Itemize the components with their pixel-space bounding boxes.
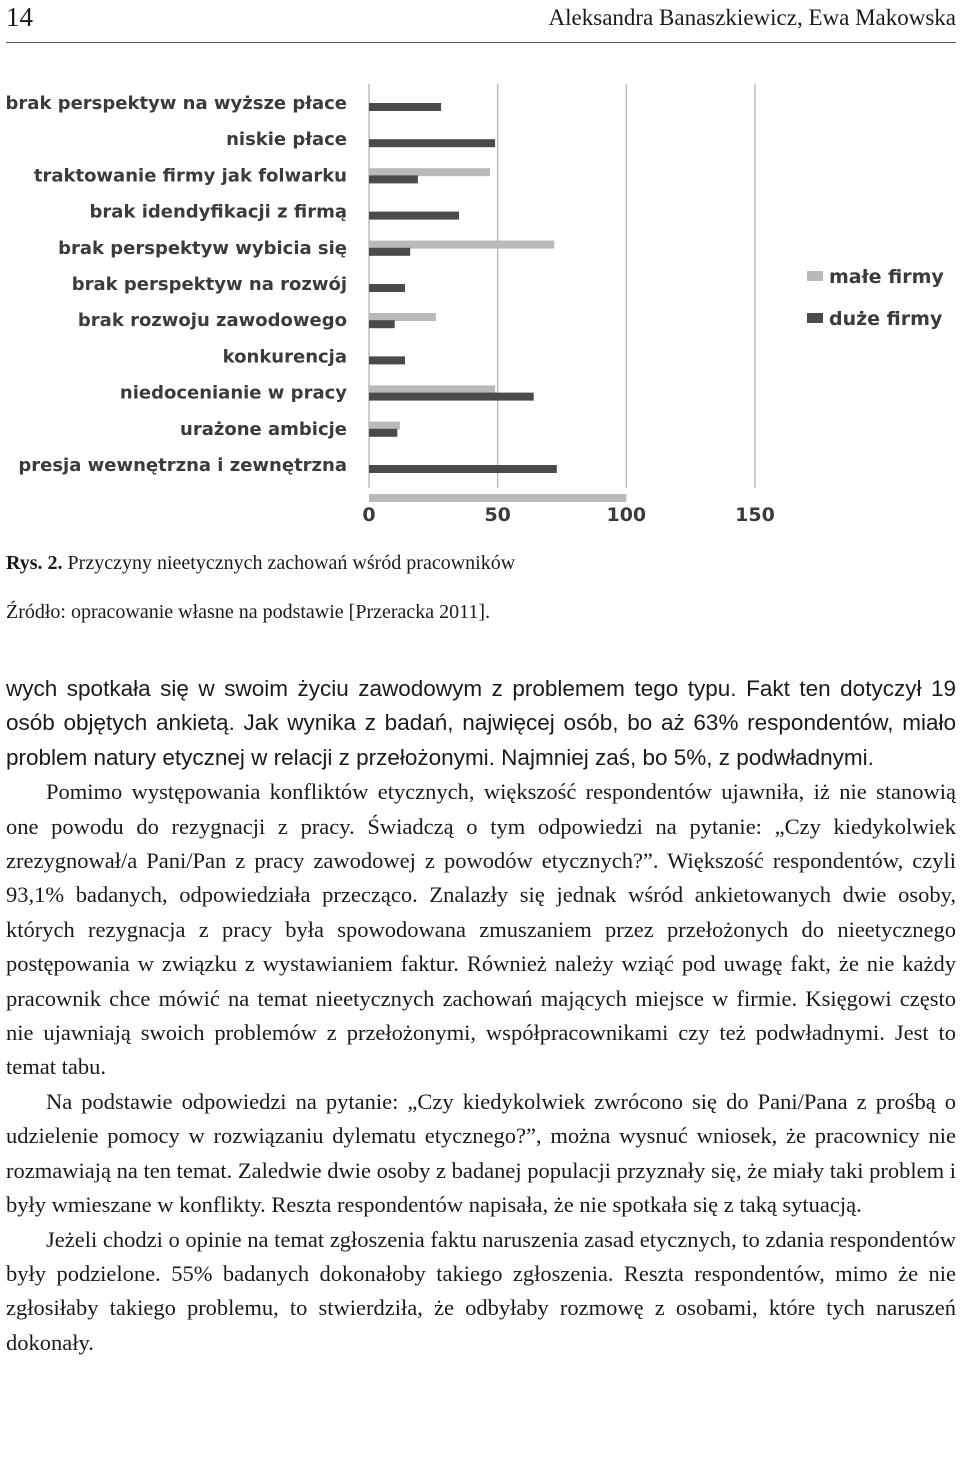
page-header: [6, 0, 956, 40]
bar-male-firmy: [369, 494, 626, 502]
x-tick-label: 100: [606, 504, 647, 526]
legend-swatch: [807, 271, 823, 281]
chart-legend: [807, 266, 944, 330]
legend-swatch: [807, 313, 823, 323]
page-number: 14: [6, 2, 33, 32]
category-label: niskie płace: [226, 129, 347, 151]
body-text: [6, 672, 956, 1360]
figure-title: Przyczyny nieetycznych zachowań wśród pracowników: [67, 552, 516, 574]
bar-male-firmy: [369, 422, 400, 430]
legend-label: małe firmy: [829, 266, 944, 288]
x-tick-label: 0: [362, 504, 376, 526]
bar-duze-firmy: [369, 139, 495, 147]
figure-caption: [6, 552, 515, 575]
paragraph: Jeżeli chodzi o opinie na temat zgłoszenia faktu naruszenia zasad etycznych, to zdania respondentów były podzielone. 55% badanych dokonałoby takiego zgłoszenia. Reszta respondentów, mimo że nie zgłosiłaby takiego problemu, to stwierdziła, że odbyłaby rozmowę z osobami, które tych naruszeń dokonały.: [6, 1226, 956, 1355]
category-label: brak perspektyw na wyższe płace: [5, 93, 347, 114]
bar-duze-firmy: [369, 248, 410, 256]
category-label: konkurencja: [222, 346, 347, 368]
figure-label: Rys. 2.: [6, 552, 63, 574]
bar-duze-firmy: [369, 429, 397, 437]
bar-male-firmy: [369, 313, 436, 321]
bar-duze-firmy: [369, 103, 441, 111]
category-label: brak idendyfikacji z firmą: [89, 201, 347, 223]
bar-chart: [0, 70, 960, 540]
legend-label: duże firmy: [829, 308, 943, 330]
paragraph: Na podstawie odpowiedzi na pytanie: „Czy kiedykolwiek zwrócono się do Pani/Pana z prośbą o udzielenie pomocy w rozwiązaniu dylematu etycznego?”, można wysnuć wniosek, że pracownicy nie rozmawiają na ten temat. Zaledwie dwie osoby z badanej populacji przyznały się, że miały taki problem i były wmieszane w konflikty. Reszta respondentów napisała, że nie spotkała się z taką sytuacją.: [6, 1088, 956, 1218]
category-label: niedocenianie w pracy: [119, 382, 347, 404]
bar-duze-firmy: [369, 212, 459, 220]
category-label: brak perspektyw na rozwój: [71, 274, 347, 295]
chart-x-tick-labels: [362, 504, 774, 526]
category-label: brak rozwoju zawodowego: [77, 310, 347, 332]
x-tick-label: 50: [484, 504, 511, 526]
paragraph: Pomimo występowania konfliktów etycznych, większość respondentów ujawniła, iż nie stanowią one powodu do rezygnacji z pracy. Świadczą o tym odpowiedzi na pytanie: „Czy kiedykolwiek zrezygnował/a Pani/Pan z pracy zawodowej z powodów etycznych?”. Większość respondentów, czyli 93,1% badanych, odpowiedziała przecząco. Znalazły się jednak wśród ankietowanych dwie osoby, których rezygnacja z pracy była spowodowana zmuszaniem przez przełożonych do nieetycznego postępowania w związku z wystawianiem faktur. Również należy wziąć pod uwagę fakt, że nie każdy pracownik chce mówić na temat nieetycznych zachowań mających miejsce w firmie. Księgowi często nie ujawniają swoich problemów z przełożonymi, współpracownikami czy też podwładnymi. Jest to temat tabu.: [6, 779, 956, 1080]
bar-duze-firmy: [369, 320, 395, 328]
category-label: brak perspektyw wybicia się: [58, 237, 347, 259]
x-tick-label: 150: [735, 504, 775, 526]
paragraph: wych spotkała się w swoim życiu zawodowym z problemem tego typu. Fakt ten dotyczył 19 osób objętych ankietą. Jak wynika z badań, najwięcej osób, bo aż 63% respondentów, miało problem natury etycznej w relacji z przełożonymi. Najmniej zaś, bo 5%, z podwładnymi.: [6, 676, 956, 770]
header-divider: [6, 42, 956, 43]
bar-duze-firmy: [369, 356, 405, 364]
chart-category-labels: [6, 93, 348, 476]
category-label: urażone ambicje: [180, 418, 347, 440]
bar-duze-firmy: [369, 465, 557, 473]
bar-duze-firmy: [369, 175, 418, 183]
bar-duze-firmy: [369, 393, 534, 401]
figure-source: Źródło: opracowanie własne na podstawie [Przeracka 2011].: [6, 601, 491, 623]
category-label: presja wewnętrzna i zewnętrzna: [18, 455, 347, 476]
bar-male-firmy: [369, 241, 554, 249]
category-label: traktowanie firmy jak folwarku: [33, 165, 347, 187]
bar-male-firmy: [369, 385, 495, 393]
bar-duze-firmy: [369, 284, 405, 292]
running-head-authors: Aleksandra Banaszkiewicz, Ewa Makowska: [548, 5, 956, 30]
bar-male-firmy: [369, 168, 490, 176]
